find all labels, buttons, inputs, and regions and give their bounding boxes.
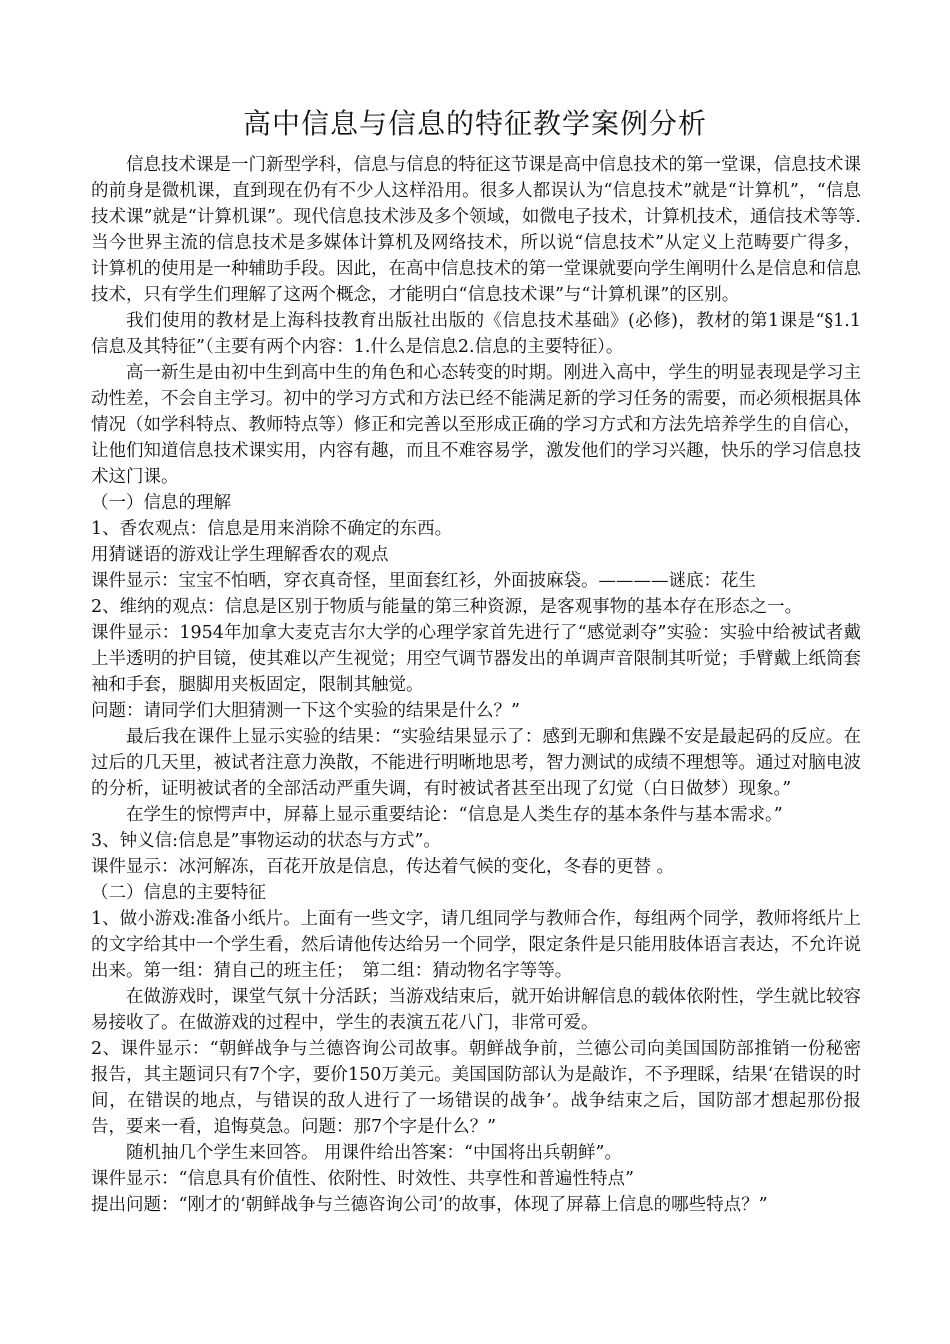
paragraph: 信息技术课是一门新型学科，信息与信息的特征这节课是高中信息技术的第一堂课，信息技术课的前身是微机课，直到现在仍有不少人这样沿用。很多人都误认为“信息技术”就是“计算机”，“信息技术课”就是“计算机课”。现代信息技术涉及多个领域，如微电子技术，计算机技术，通信技术等等.当今世界主流的信息技术是多媒体计算机及网络技术，所以说“信息技术”从定义上范畴要广得多，计算机的使用是一种辅助手段。因此，在高中信息技术的第一堂课就要向学生阐明什么是信息和信息技术，只有学生们理解了这两个概念，才能明白“信息技术课”与“计算机课”的区别。 (91, 155, 861, 305)
paragraph: 课件显示：1954年加拿大麦克吉尔大学的心理学家首先进行了“感觉剥夺”实验：实验中给被试者戴上半透明的护目镜，使其难以产生视觉；用空气调节器发出的单调声音限制其听觉；手臂戴上纸筒套袖和手套，腿脚用夹板固定，限制其触觉。 (91, 623, 861, 695)
paragraph: 用猜谜语的游戏让学生理解香农的观点 (91, 545, 389, 565)
paragraph: 我们使用的教材是上海科技教育出版社出版的《信息技术基础》(必修)，教材的第1课是“§1.1信息及其特征”（主要有两个内容：1.什么是信息2.信息的主要特征）。 (91, 311, 861, 357)
paragraph: 2、课件显示：“朝鲜战争与兰德咨询公司故事。朝鲜战争前，兰德公司向美国国防部推销一份秘密报告，其主题词只有7个字，要价150万美元。美国国防部认为是敲诈，不予理睬，结果‘在错误的时间，在错误的地点，与错误的敌人进行了一场错误的战争’。战争结束之后，国防部才想起那份报告，要来一看，追悔莫急。问题：那7个字是什么？” (91, 1039, 861, 1137)
document-title: 高中信息与信息的特征教学案例分析 (242, 107, 707, 140)
paragraph: 高一新生是由初中生到高中生的角色和心态转变的时期。刚进入高中，学生的明显表现是学习主动性差，不会自主学习。初中的学习方式和方法已经不能满足新的学习任务的需要，而必须根据具体情况（如学科特点、教师特点等）修正和完善以至形成正确的学习方式和方法先培养学生的自信心，让他们知道信息技术课实用，内容有趣，而且不难容易学，激发他们的学习兴趣，快乐的学习信息技术这门课。 (91, 363, 861, 487)
paragraph: 最后我在课件上显示实验的结果：“实验结果显示了：感到无聊和焦躁不安是最起码的反应。在过后的几天里，被试者注意力涣散，不能进行明晰地思考，智力测试的成绩不理想等。通过对脑电波的分析，证明被试者的全部活动严重失调，有时被试者甚至出现了幻觉（白日做梦）现象。” (91, 727, 861, 799)
paragraph: 1、香农观点：信息是用来消除不确定的东西。 (91, 519, 453, 539)
paragraph: 课件显示：宝宝不怕晒，穿衣真奇怪，里面套红衫，外面披麻袋。————谜底：花生 (91, 571, 756, 591)
paragraph: 3、钟义信:信息是”事物运动的状态与方式”。 (91, 831, 441, 851)
paragraph: 1、做小游戏:准备小纸片。上面有一些文字，请几组同学与教师合作，每组两个同学，教师将纸片上的文字给其中一个学生看，然后请他传达给另一个同学，限定条件是只能用肢体语言表达，不允许说出来。第一组：猜自己的班主任； 第二组：猜动物名字等等。 (91, 909, 861, 981)
paragraph: （一）信息的理解 (91, 493, 231, 513)
paragraph: 问题：请同学们大胆猜测一下这个实验的结果是什么？” (91, 701, 520, 721)
paragraph: 在做游戏时，课堂气氛十分活跃；当游戏结束后，就开始讲解信息的载体依附性，学生就比较容易接收了。在做游戏的过程中，学生的表演五花八门，非常可爱。 (91, 987, 861, 1033)
paragraph: 课件显示：“信息具有价值性、依附性、时效性、共享性和普遍性特点” (91, 1169, 634, 1189)
paragraph: 随机抽几个学生来回答。 用课件给出答案：“中国将出兵朝鲜”。 (126, 1143, 622, 1163)
document-body (91, 152, 861, 1218)
paragraph: 2、维纳的观点：信息是区别于物质与能量的第三种资源，是客观事物的基本存在形态之一。 (91, 597, 803, 617)
paragraph: 课件显示：冰河解冻，百花开放是信息，传达着气候的变化，冬春的更替 。 (91, 857, 675, 877)
paragraph: 在学生的惊愕声中，屏幕上显示重要结论：“信息是人类生存的基本条件与基本需求。” (126, 805, 783, 825)
paragraph: 提出问题：“刚才的‘朝鲜战争与兰德咨询公司’的故事，体现了屏幕上信息的哪些特点？” (91, 1195, 768, 1215)
paragraph: （二）信息的主要特征 (91, 883, 266, 903)
